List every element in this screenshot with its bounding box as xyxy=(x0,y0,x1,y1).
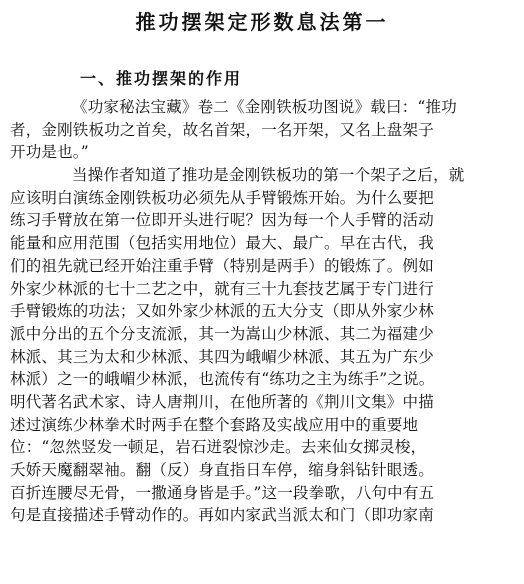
text-line: 开功是也。” xyxy=(10,143,89,162)
text-line: 外家少林派的七十二艺之中，就有三十九套技艺属于专门进行 xyxy=(10,279,434,298)
text-line: 夭娇天魔翻翠袖。翻（反）身直指日车停，缩身斜钻针眼透。 xyxy=(10,461,434,479)
text-line: 练习手臂放在第一位即开头进行呢？因为每一个人手臂的活动 xyxy=(10,211,434,230)
text-line: 林派、其三为太和少林派、其四为峨嵋少林派、其五为广东少 xyxy=(10,347,434,366)
text-line: 位：“忽然竖发一顿足，岩石迸裂惊沙走。去来仙女掷灵梭， xyxy=(10,438,427,457)
text-line: 当操作者知道了推功是金刚铁板功的第一个架子之后，就 xyxy=(72,166,465,185)
text-line: 应该明白演练金刚铁板功必须先从手臂锻炼开始。为什么要把 xyxy=(10,188,434,207)
body-text xyxy=(10,96,515,527)
section-heading: 一、推功摆架的作用 xyxy=(80,69,243,88)
text-line: 派中分出的五个分支流派，其一为嵩山少林派、其二为福建少 xyxy=(10,324,434,343)
text-line: 《功家秘法宝藏》卷二《金刚铁板功图说》载曰：“推功 xyxy=(72,98,457,116)
text-line: 者，金刚铁板功之首矣，故名首架，一名开架，又名上盘架子 xyxy=(10,120,434,139)
chapter-title: 推功摆架定形数息法第一 xyxy=(135,10,389,34)
text-line: 述过演练少林拳术时两手在整个套路及实战应用中的重要地 xyxy=(10,415,419,434)
text-line: 手臂锻炼的功法；又如外家少林派的五大分支（即从外家少林 xyxy=(10,302,434,321)
text-line: 们的祖先就已经开始注重手臂（特别是两手）的锻炼了。例如 xyxy=(10,256,434,275)
text-line: 林派）之一的峨嵋少林派，也流传有“练功之主为练手”之说。 xyxy=(10,370,435,389)
text-line: 百折连腰尽无骨，一撒通身皆是手。”这一段拳歌，八句中有五 xyxy=(10,483,435,502)
text-line: 句是直接描述手臂动作的。再如内家武当派太和门（即功家南 xyxy=(10,506,434,525)
text-line: 能量和应用范围（包括实用地位）最大、最广。早在古代，我 xyxy=(10,234,434,253)
text-line: 明代著名武术家、诗人唐荆川，在他所著的《荆川文集》中描 xyxy=(10,392,434,411)
